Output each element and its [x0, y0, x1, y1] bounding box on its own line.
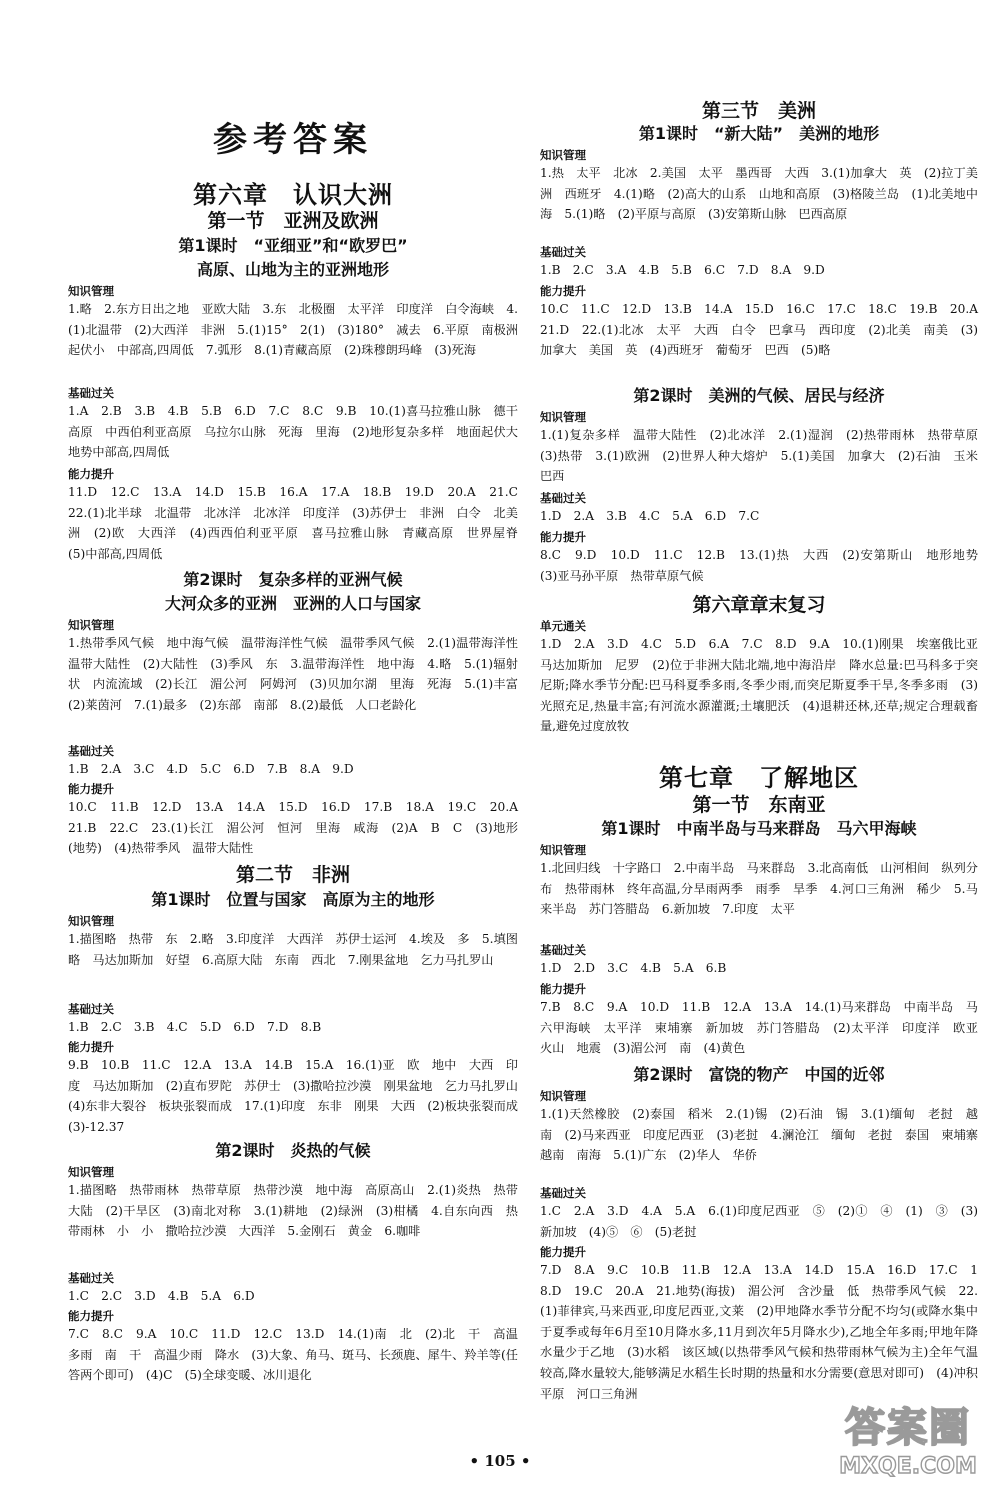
page-title: 参考答案 — [213, 120, 373, 160]
ability-label: 能力提升 — [540, 530, 586, 544]
answer-text: 1.热 太平 北冰 2.美国 太平 墨西哥 大西 3.(1)加拿大 英 (2)拉丁美洲 西班牙 4.(1)略 (2)高大的山系 山地和高原 (3)格陵兰岛 (1)北美地中海 5.(1)略 (2)平原与高原 (3)安第斯山脉 巴西高原 — [540, 166, 978, 222]
answer-text: 1.(1)复杂多样 温带大陆性 (2)北冰洋 2.(1)湿润 (2)热带雨林 热带草原 (3)热带 3.(1)欧洲 (2)世界人种大熔炉 5.(1)美国 加拿大 (2)石油 玉米 巴西 — [540, 428, 991, 484]
ability-label: 能力提升 — [68, 1040, 114, 1054]
answer-text: 1.(1)天然橡胶 (2)泰国 稻米 2.(1)锡 (2)石油 锡 3.(1)缅甸 老挝 越南 (2)马来西亚 印度尼西亚 (3)老挝 4.澜沧江 缅甸 老挝 泰国 柬埔寨 越南 南海 5.(1)广东 (2)华人 华侨 — [540, 1107, 991, 1163]
ability-label: 能力提升 — [68, 782, 114, 796]
lesson-title: 第1课时 “亚细亚”和“欧罗巴” — [178, 236, 408, 255]
answer-text: 7.B 8.C 9.A 10.D 11.B 12.A 13.A 14.(1)马来群岛 中南半岛 马六甲海峡 太平洋 柬埔寨 新加坡 苏门答腊岛 (2)太平洋 印度洋 欧亚 火山 地震 (3)湄公河 南 (4)黄色 — [540, 1000, 991, 1056]
ability-label: 能力提升 — [68, 467, 114, 481]
answer-text: 1.北回归线 十字路口 2.中南半岛 马来群岛 3.北高南低 山河相间 纵列分布 热带雨林 终年高温,分旱雨两季 雨季 旱季 4.河口三角洲 稀少 5.马来半岛 苏门答腊岛 6.新加坡 7.印度 太平 — [540, 861, 978, 917]
knowledge-label: 知识管理 — [540, 148, 586, 162]
watermark-url: MXQE.COM — [839, 1454, 977, 1479]
answer-text: 10.C 11.C 12.D 13.B 14.A 15.D 16.C 17.C 18.C 19.B 20.A 21.D 22.(1)北冰 太平 大西 白令 巴拿马 西印度 (2)北美 南美 (3)加拿大 美国 英 (4)西班牙 葡萄牙 巴西 (5)略 — [540, 302, 991, 358]
chapter-7-title: 第七章 了解地区 — [659, 764, 859, 792]
answer-text: 8.C 9.D 10.D 11.C 12.B 13.(1)热 大西 (2)安第斯山 地形地势 (3)亚马孙平原 热带草原气候 — [540, 548, 991, 583]
answer-text: 1.描图略 热带雨林 热带草原 热带沙漠 地中海 高原高山 2.(1)炎热 热带大陆 (2)干旱区 (3)南北对称 3.(1)耕地 (2)绿洲 (3)柑橘 4.自东向西 热带雨林 小 小 撒哈拉沙漠 大西洋 5.金刚石 黄金 6.咖啡 — [68, 1183, 518, 1239]
knowledge-label: 知识管理 — [68, 284, 114, 298]
answer-text: 1.C 2.C 3.D 4.B 5.A 6.D — [68, 1289, 255, 1303]
answer-text: 1.D 2.A 3.B 4.C 5.A 6.D 7.C — [540, 509, 760, 523]
answer-text: 1.B 2.C 3.B 4.C 5.D 6.D 7.D 8.B — [68, 1020, 322, 1034]
answer-text: 7.D 8.A 9.C 10.B 11.B 12.A 13.A 14.D 15.A 16.D 17.C 18.D 19.C 20.A 21.地势(海拔) 湄公河 含沙量 低 热带季风气候 22.(1)菲律宾,马来西亚,印度尼西亚,文莱 (2)甲地降水季节分配不均匀(或降水集中于夏季或每年6月至10月降水多,11月到次年5月降水少),乙地全年多雨;甲地年降水量少于乙地 (3)水稻 该区域(以热带季风气候和热带雨林气候为主)全年气温较高,降水量较大,能够满足水稻生长时期的热量和水分需要(意思对即可) (4)冲积平原 河口三角洲 — [540, 1263, 978, 1401]
knowledge-label: 知识管理 — [540, 1089, 586, 1103]
ability-label: 能力提升 — [68, 1309, 114, 1323]
basics-label: 基础过关 — [540, 245, 586, 259]
answer-text: 1.A 2.B 3.B 4.B 5.B 6.D 7.C 8.C 9.B 10.(1)喜马拉雅山脉 德干高原 中西伯利亚高原 乌拉尔山脉 死海 里海 (2)地形复杂多样 地面起伏大 地势中部高,四周低 — [68, 404, 531, 460]
watermark-logo — [824, 1404, 992, 1490]
lesson-title: 第1课时 中南半岛与马来群岛 马六甲海峡 — [601, 819, 917, 838]
answer-text: 1.D 2.D 3.C 4.B 5.A 6.B — [540, 961, 727, 975]
answer-text: 1.描图略 热带 东 2.略 3.印度洋 大西洋 苏伊士运河 4.埃及 多 5.填图略 马达加斯加 好望 6.高原大陆 东南 西北 7.刚果盆地 乞力马扎罗山 — [68, 932, 518, 967]
knowledge-label: 知识管理 — [68, 618, 114, 632]
answer-text: 1.C 2.A 3.D 4.A 5.A 6.(1)印度尼西亚 ⑤ (2)① ④ (1) ③ (3)新加坡 (4)⑤ ⑥ (5)老挝 — [540, 1204, 978, 1239]
lesson-title: 第2课时 美洲的气候、居民与经济 — [633, 386, 885, 405]
lesson-title: 第2课时 富饶的物产 中国的近邻 — [633, 1065, 885, 1084]
knowledge-label: 知识管理 — [68, 1165, 114, 1179]
basics-label: 基础过关 — [68, 744, 114, 758]
knowledge-label: 知识管理 — [540, 843, 586, 857]
knowledge-label: 知识管理 — [68, 914, 114, 928]
basics-label: 基础过关 — [68, 1002, 114, 1016]
answer-text: 9.B 10.B 11.C 12.A 13.A 14.B 15.A 16.(1)亚 欧 地中 大西 印度 马达加斯加 (2)直布罗陀 苏伊士 (3)撒哈拉沙漠 刚果盆地 乞力马扎罗山 (4)东非大裂谷 板块张裂而成 17.(1)印度 东非 刚果 大西 (2)板块张裂而成 (3)-12.37 — [68, 1058, 531, 1134]
lesson-title: 第1课时 “新大陆” 美洲的地形 — [638, 124, 880, 143]
knowledge-label: 知识管理 — [540, 410, 586, 424]
answer-text: 1.B 2.C 3.A 4.B 5.B 6.C 7.D 8.A 9.D — [540, 263, 825, 277]
basics-label: 基础过关 — [540, 491, 586, 505]
lesson-subtitle: 大河众多的亚洲 亚洲的人口与国家 — [164, 594, 421, 613]
section-2-title: 第二节 非洲 — [235, 864, 350, 886]
watermark-glyphs: 答案圈 — [845, 1405, 971, 1451]
basics-label: 基础过关 — [540, 1186, 586, 1200]
section-1-title: 第一节 亚洲及欧洲 — [207, 210, 379, 232]
ability-label: 能力提升 — [540, 284, 586, 298]
chapter-6-title: 第六章 认识大洲 — [193, 181, 393, 209]
chapter-7-section-1-title: 第一节 东南亚 — [692, 794, 826, 816]
unit-label: 单元通关 — [540, 619, 586, 633]
ability-label: 能力提升 — [540, 982, 586, 996]
basics-label: 基础过关 — [68, 1271, 114, 1285]
chapter-review-title: 第六章章末复习 — [692, 594, 826, 616]
lesson-title: 第2课时 炎热的气候 — [215, 1141, 371, 1160]
answer-text: 1.D 2.A 3.D 4.C 5.D 6.A 7.C 8.D 9.A 10.(1)刚果 埃塞俄比亚 马达加斯加 尼罗 (2)位于非洲大陆北端,地中海沿岸 降水总量:巴马科多于突尼斯;降水季节分配:巴马科夏季多雨,冬季少雨,而突尼斯夏季干旱,冬季多雨 (3)光照充足,热量丰富;有河流水源灌溉;土壤肥沃 (4)退耕还林,还草;规定合理载畜量,避免过度放牧 — [540, 637, 991, 734]
basics-label: 基础过关 — [540, 943, 586, 957]
lesson-title: 第1课时 位置与国家 高原为主的地形 — [151, 890, 435, 909]
section-3-title: 第三节 美洲 — [701, 100, 816, 122]
answer-text: 7.C 8.C 9.A 10.C 11.D 12.C 13.D 14.(1)南 北 (2)北 干 高温多雨 南 干 高温少雨 降水 (3)大象、角马、斑马、长颈鹿、犀牛、羚羊等(任答两个即可) (4)C (5)全球变暖、冰川退化 — [68, 1327, 518, 1383]
answer-text: 1.B 2.A 3.C 4.D 5.C 6.D 7.B 8.A 9.D — [68, 762, 354, 776]
ability-label: 能力提升 — [540, 1245, 586, 1259]
answer-text: 11.D 12.C 13.A 14.D 15.B 16.A 17.A 18.B 19.D 20.A 21.C 22.(1)北半球 北温带 北冰洋 北冰洋 印度洋 (3)苏伊士 非洲 白令 北美洲 (2)欧 大西洋 (4)西西伯利亚平原 喜马拉雅山脉 青藏高原 世界屋脊 (5)中部高,四周低 — [68, 485, 531, 561]
answer-text: 10.C 11.B 12.D 13.A 14.A 15.D 16.D 17.B 18.A 19.C 20.A 21.B 22.C 23.(1)长江 湄公河 恒河 里海 咸海 (2)A B C (3)地形(地势) (4)热带季风 温带大陆性 — [68, 800, 531, 856]
page-number: • 105 • — [469, 1452, 531, 1470]
answer-text: 1.热带季风气候 地中海气候 温带海洋性气候 温带季风气候 2.(1)温带海洋性 温带大陆性 (2)大陆性 (3)季风 东 3.温带海洋性 地中海 4.略 5.(1)辐射状 内流流域 (2)长江 湄公河 阿姆河 (3)贝加尔湖 里海 死海 5.(1)丰富 (2)莱茵河 7.(1)最多 (2)东部 南部 8.(2)最低 人口老龄化 — [68, 636, 531, 712]
basics-label: 基础过关 — [68, 386, 114, 400]
answer-text: 1.略 2.东方日出之地 亚欧大陆 3.东 北极圈 太平洋 印度洋 白令海峡 4.(1)北温带 (2)大西洋 非洲 5.(1)15° 2(1) (3)180° 减去 6.平原 南极洲 起伏小 中部高,四周低 7.弧形 8.(1)青藏高原 (2)珠穆朗玛峰 (3)死海 — [68, 302, 531, 358]
lesson-title: 第2课时 复杂多样的亚洲气候 — [183, 570, 403, 589]
lesson-subtitle: 高原、山地为主的亚洲地形 — [196, 260, 389, 279]
